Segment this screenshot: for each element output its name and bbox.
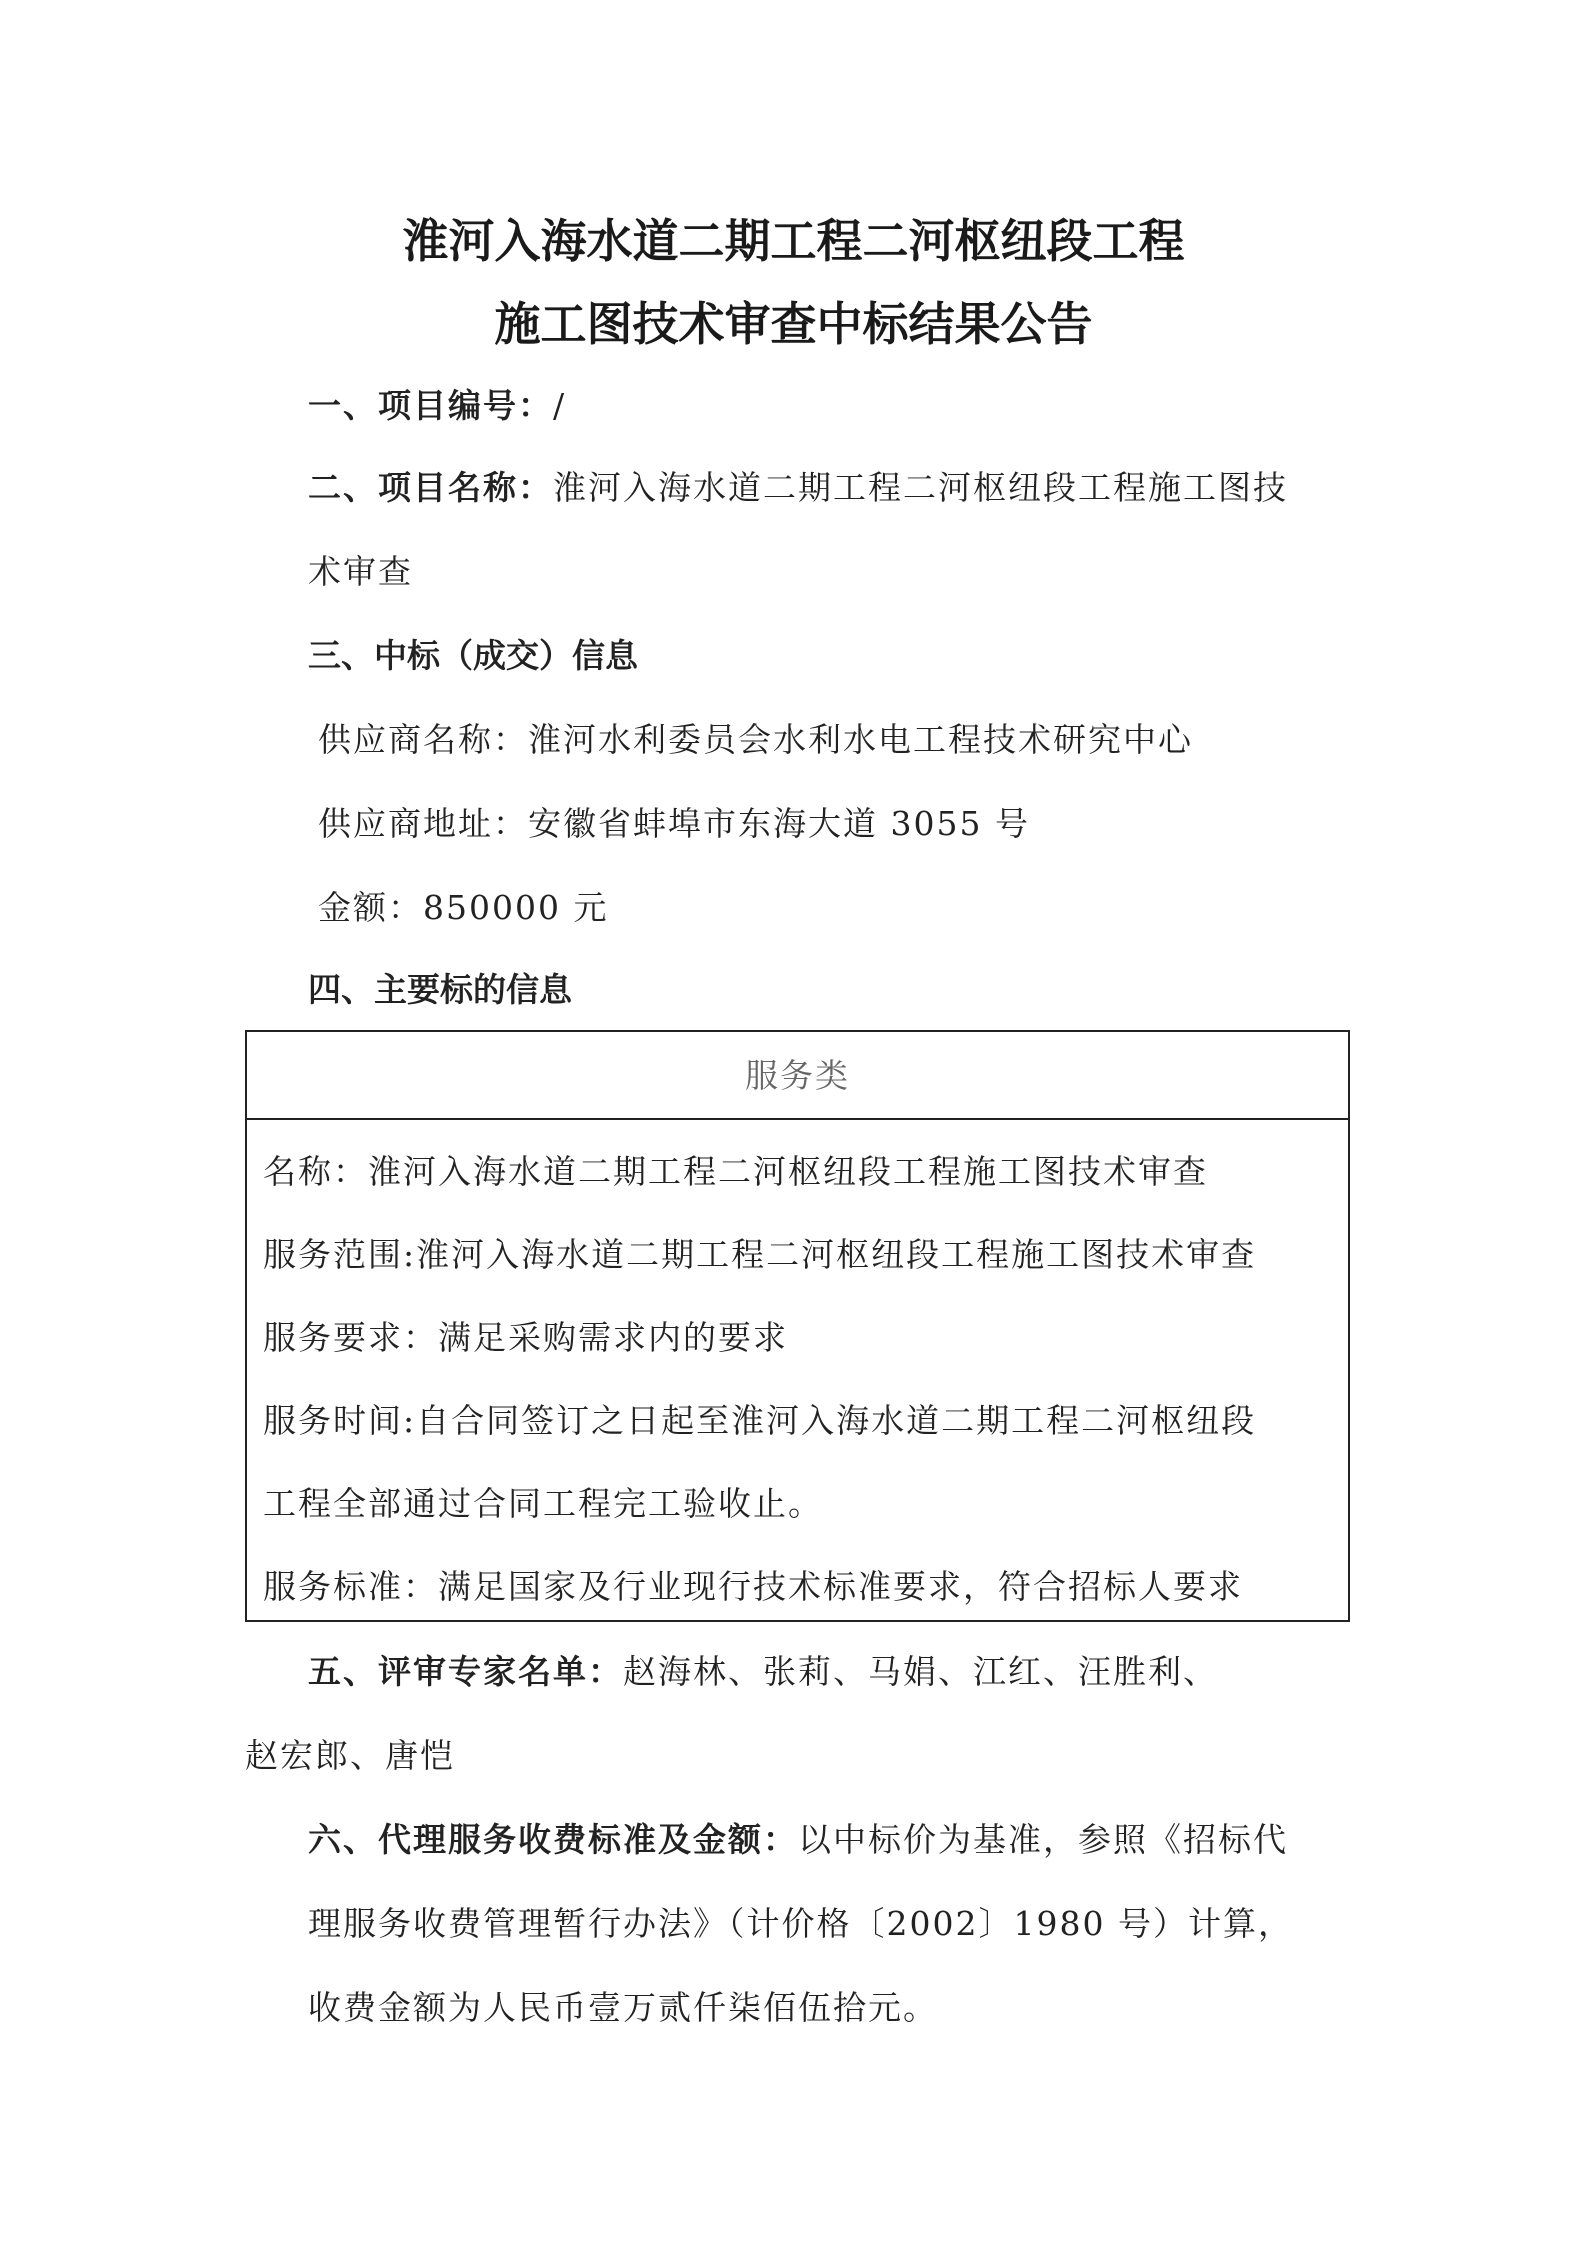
project-name-value-2: 术审查 — [308, 552, 413, 591]
project-name-heading: 二、项目名称： — [308, 468, 553, 507]
table-row: 服务标准：满足国家及行业现行技术标准要求，符合招标人要求 — [263, 1567, 1243, 1606]
table-row: 服务范围:淮河入海水道二期工程二河枢纽段工程施工图技术审查 — [263, 1235, 1257, 1274]
agency-fee-value-1: 以中标价为基准，参照《招标代 — [798, 1820, 1288, 1859]
award-info-heading: 三、中标（成交）信息 — [308, 636, 638, 675]
title-line-1: 淮河入海水道二期工程二河枢纽段工程 — [402, 214, 1185, 268]
project-number — [308, 380, 566, 427]
expert-list-heading: 五、评审专家名单： — [308, 1652, 623, 1691]
expert-list — [308, 1646, 1218, 1693]
title-line-2: 施工图技术审查中标结果公告 — [494, 297, 1093, 351]
agency-fee-value-2: 理服务收费管理暂行办法》（计价格〔2002〕1980 号）计算， — [308, 1904, 1293, 1943]
table-row: 服务要求：满足采购需求内的要求 — [263, 1318, 788, 1357]
agency-fee-heading: 六、代理服务收费标准及金额： — [308, 1820, 798, 1859]
agency-fee — [308, 1814, 1288, 1861]
subject-info-table — [245, 1030, 1350, 1622]
table-row: 服务时间:自合同签订之日起至淮河入海水道二期工程二河枢纽段 — [263, 1401, 1257, 1440]
project-name — [308, 462, 1288, 509]
project-number-value: / — [553, 386, 567, 425]
supplier-name: 供应商名称：淮河水利委员会水利水电工程技术研究中心 — [318, 720, 1193, 759]
expert-list-value-2: 赵宏郎、唐恺 — [245, 1736, 455, 1775]
award-amount: 金额：850000 元 — [318, 888, 609, 927]
supplier-address: 供应商地址：安徽省蚌埠市东海大道 3055 号 — [318, 804, 1030, 843]
agency-fee-value-3: 收费金额为人民币壹万贰仟柒佰伍拾元。 — [308, 1988, 938, 2027]
project-number-heading: 一、项目编号： — [308, 386, 553, 425]
project-name-value-1: 淮河入海水道二期工程二河枢纽段工程施工图技 — [553, 468, 1288, 507]
main-subject-heading: 四、主要标的信息 — [308, 970, 572, 1009]
table-row: 工程全部通过合同工程完工验收止。 — [263, 1484, 823, 1523]
table-header: 服务类 — [247, 1032, 1348, 1120]
expert-list-value-1: 赵海林、张莉、马娟、江红、汪胜利、 — [623, 1652, 1218, 1691]
table-row: 名称：淮河入海水道二期工程二河枢纽段工程施工图技术审查 — [263, 1152, 1208, 1191]
